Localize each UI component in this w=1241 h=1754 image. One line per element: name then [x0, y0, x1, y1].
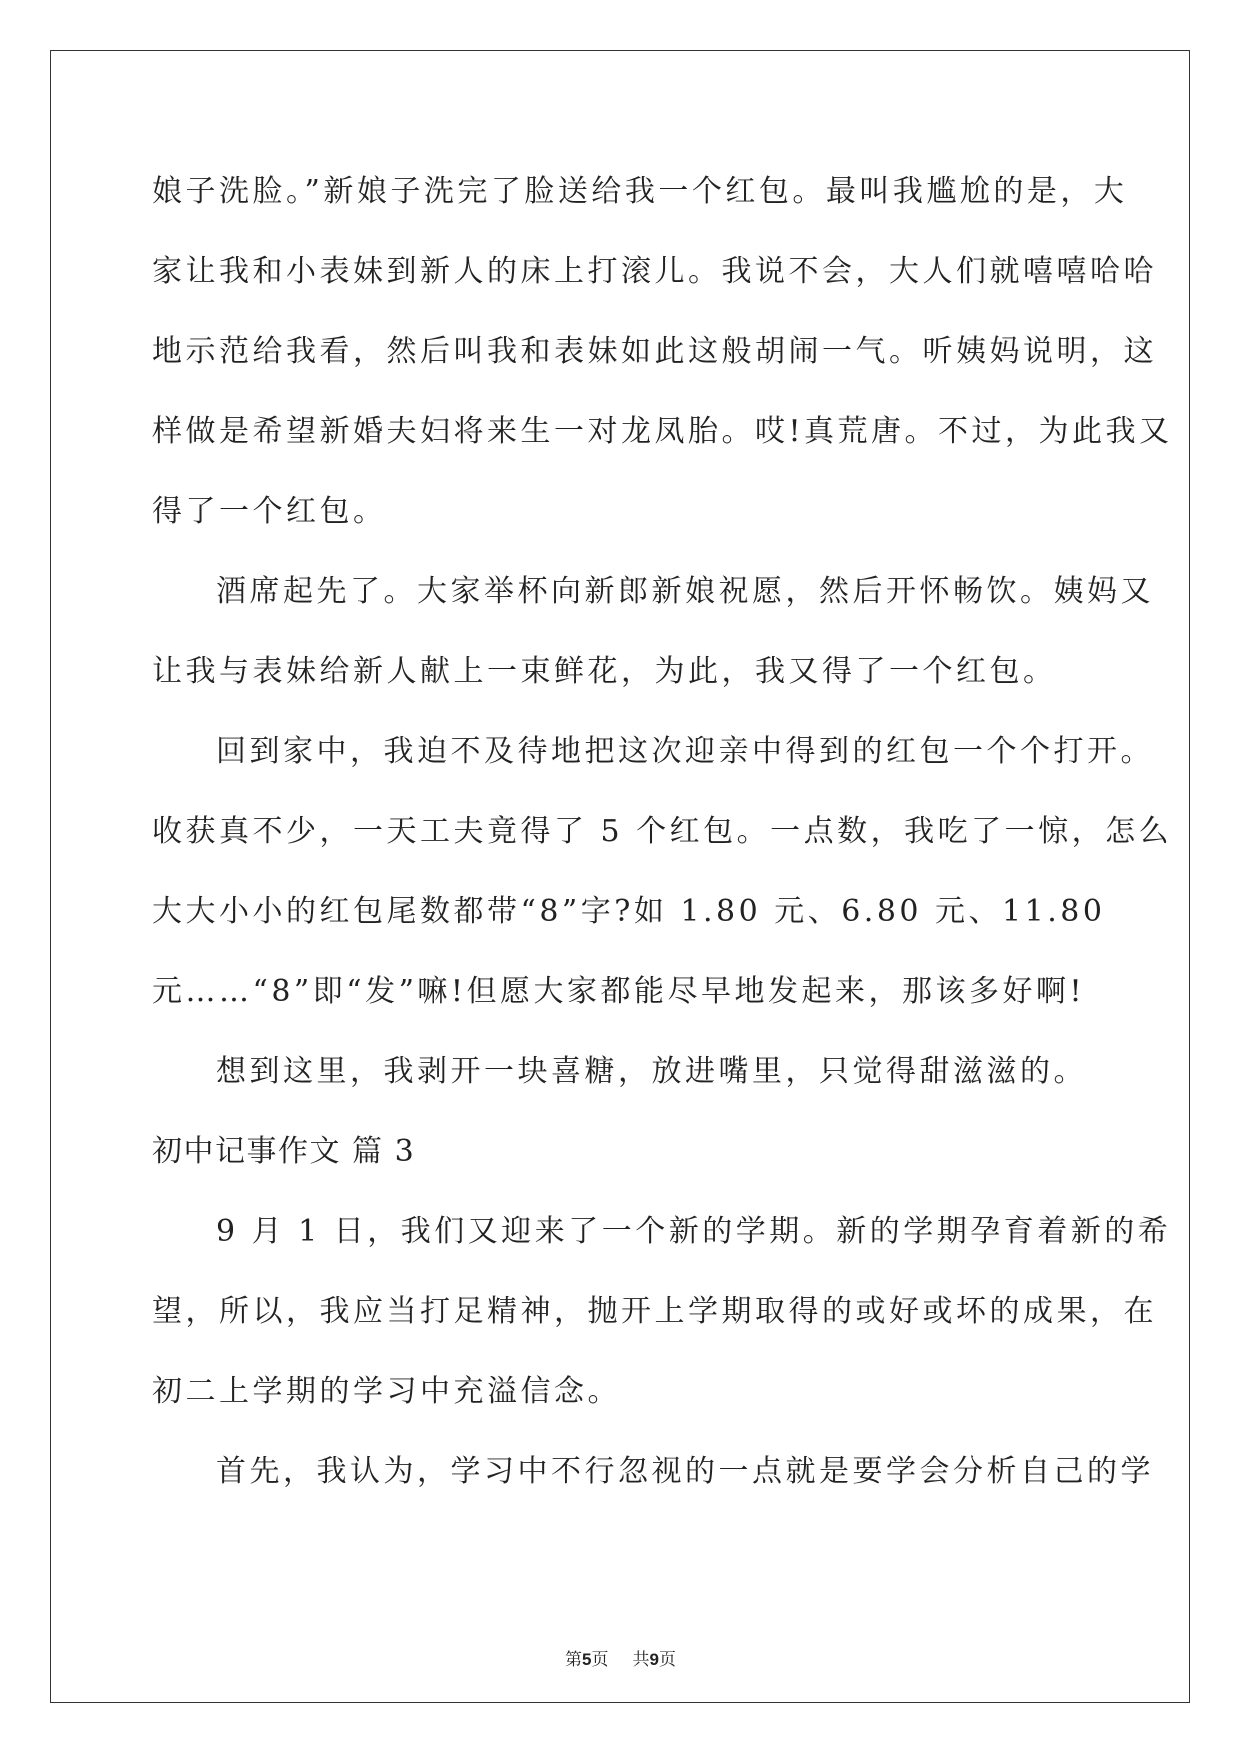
text-line: 大大小小的红包尾数都带“8”字?如 1.80 元、6.80 元、11.80	[152, 894, 1106, 929]
page-footer	[0, 1645, 1241, 1670]
text-line: 让我与表妹给新人献上一束鲜花，为此，我又得了一个红包。	[152, 654, 1057, 689]
page-prefix: 第	[565, 1650, 583, 1670]
total-pages: 9	[649, 1650, 659, 1669]
paragraph-start-line: 首先，我认为，学习中不行忽视的一点就是要学会分析自己的学	[216, 1454, 1154, 1489]
paragraph-start-line: 9 月 1 日，我们又迎来了一个新的学期。新的学期孕育着新的希	[216, 1214, 1172, 1249]
document-body	[152, 152, 1173, 1512]
total-prefix: 共	[632, 1650, 650, 1670]
text-line: 元……“8”即“发”嘛!但愿大家都能尽早地发起来，那该多好啊!	[152, 974, 1086, 1009]
text-line: 得了一个红包。	[152, 494, 387, 529]
text-line: 收获真不少，一天工夫竟得了 5 个红包。一点数，我吃了一惊，怎么	[152, 814, 1173, 849]
text-line: 初二上学期的学习中充溢信念。	[152, 1374, 621, 1409]
text-line: 地示范给我看，然后叫我和表妹如此这般胡闹一气。听姨妈说明，这	[152, 334, 1157, 369]
page-number: 5	[582, 1650, 592, 1669]
paragraph-start-line: 想到这里，我剥开一块喜糖，放进嘴里，只觉得甜滋滋的。	[216, 1054, 1087, 1089]
text-line: 样做是希望新婚夫妇将来生一对龙凤胎。哎!真荒唐。不过，为此我又	[152, 414, 1173, 449]
section-heading: 初中记事作文 篇 3	[152, 1134, 416, 1169]
text-line: 家让我和小表妹到新人的床上打滚儿。我说不会，大人们就嘻嘻哈哈	[152, 254, 1157, 289]
paragraph-start-line: 酒席起先了。大家举杯向新郎新娘祝愿，然后开怀畅饮。姨妈又	[216, 574, 1154, 609]
text-line: 娘子洗脸。”新娘子洗完了脸送给我一个红包。最叫我尴尬的是，大	[152, 174, 1128, 209]
total-suffix: 页	[658, 1650, 676, 1670]
page-suffix: 页	[591, 1650, 609, 1670]
paragraph-start-line: 回到家中，我迫不及待地把这次迎亲中得到的红包一个个打开。	[216, 734, 1154, 769]
text-line: 望，所以，我应当打足精神，抛开上学期取得的或好或坏的成果，在	[152, 1294, 1157, 1329]
